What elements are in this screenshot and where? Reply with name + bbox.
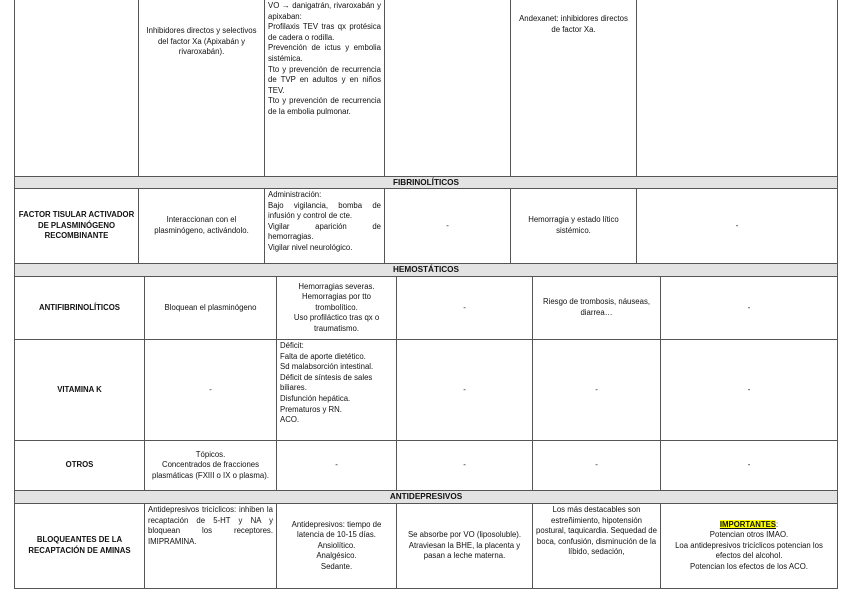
use-line: Hemorragias por tto trombolítico.	[302, 292, 371, 312]
important-label: IMPORTANTES	[719, 519, 776, 529]
adverse-text: Hemorragia y estado lítico sistémico.	[528, 215, 619, 235]
use-line: Vigilar nivel neurológico.	[268, 242, 353, 252]
cell-empty	[15, 0, 139, 176]
cell-uses	[277, 441, 397, 490]
cell-adverse-effects	[533, 504, 661, 588]
cell-uses	[277, 340, 397, 440]
drug-name: BLOQUEANTES DE LA RECAPTACIÓN DE AMINAS	[28, 535, 131, 555]
notes-text: -	[735, 220, 739, 230]
cell-empty	[637, 0, 837, 176]
section-header-fibrinoliticos	[15, 176, 837, 188]
mechanism-text: -	[209, 384, 212, 394]
cell-notes	[637, 189, 837, 263]
use-line: Administración:	[268, 190, 322, 199]
use-line: Profilaxis TEV tras qx protésica de cadera o rodilla.	[268, 22, 381, 42]
use-line: Prevención de ictus y embolia sistémica.	[268, 43, 381, 63]
notes-line: Potencian los efectos de los ACO.	[690, 561, 808, 571]
notes-highlight: IMPORTANTES:	[719, 519, 779, 529]
use-line: Prematuros y RN.	[280, 404, 342, 414]
use-line: Déficit:	[280, 341, 304, 350]
use-text: -	[335, 460, 338, 470]
cell-pharmacokinetics	[385, 189, 511, 263]
table-row-antifibrinoliticos	[15, 276, 837, 339]
cell-notes	[661, 277, 837, 339]
pk-text: -	[463, 384, 466, 394]
section-title: HEMOSTÁTICOS	[393, 265, 459, 274]
section-header-antidepresivos	[15, 490, 837, 503]
drug-name: VITAMINA K	[57, 384, 102, 394]
cell-adverse-effects	[533, 441, 661, 490]
section-title: ANTIDEPRESIVOS	[389, 492, 463, 501]
notes-text: -	[747, 384, 751, 394]
use-line: Sedante.	[320, 561, 353, 571]
use-line: VO → danigatrán, rivaroxabán y apixaban:	[268, 1, 381, 21]
table-row-otros	[15, 440, 837, 490]
cell-uses	[277, 504, 397, 588]
mechanism-text: Inhibidores directos y selectivos del factor Xa (Apixabán y rivaroxabán).	[146, 26, 257, 57]
antidote-text: Andexanet: inhibidores directos de factor Xa.	[519, 14, 628, 34]
use-line: Antidepresivos: tiempo de latencia de 10-15 días.	[291, 519, 382, 540]
cell-pharmacokinetics	[397, 441, 533, 490]
cell-drug-name	[15, 504, 145, 588]
mechanism-line: Concentrados de fracciones plasmáticas (FXIII o IX o plasma).	[152, 460, 269, 480]
adverse-text: Los más destacables son estreñimiento, hipotensión postural, taquicardia. Sequedad de boca, confusión, disminución de la líbido, sedación,	[536, 505, 657, 557]
drug-name: OTROS	[65, 460, 94, 470]
notes-text: -	[747, 460, 751, 470]
pk-text: Se absorbe por VO (liposoluble). Atraviesan la BHE, la placenta y pasan a leche materna.	[407, 530, 522, 561]
use-line: Analgésico.	[316, 551, 357, 561]
mechanism-text: Interaccionan con el plasminógeno, activándolo.	[154, 215, 249, 235]
cell-mechanism	[139, 189, 265, 263]
use-line: Déficit de síntesis de sales biliares.	[280, 372, 373, 393]
use-line: Hemorragias severas.	[298, 281, 375, 291]
use-line: Tto y prevención de recurrencia de TVP en adultos y en niños TEV.	[268, 64, 381, 95]
table-row-factor-tisular	[15, 188, 837, 263]
cell-mechanism	[145, 441, 277, 490]
adverse-text: -	[595, 460, 598, 470]
use-line: Sd malabsorción intestinal.	[280, 362, 374, 372]
notes-text: -	[747, 302, 751, 312]
cell-empty	[385, 0, 511, 176]
pk-text: -	[463, 302, 466, 312]
table-row-vitamina-k	[15, 339, 837, 440]
cell-uses	[265, 0, 385, 176]
cell-adverse-effects	[533, 277, 661, 339]
section-header-hemostaticos	[15, 263, 837, 276]
cell-mechanism	[145, 277, 277, 339]
use-line: Ansiolítico.	[317, 540, 356, 550]
cell-mechanism	[145, 504, 277, 588]
cell-adverse-effects	[533, 340, 661, 440]
drug-name: ANTIFIBRINOLÍTICOS	[39, 302, 120, 312]
cell-antidote	[511, 0, 637, 176]
cell-uses	[265, 189, 385, 263]
pk-text: -	[446, 220, 449, 230]
cell-drug-name	[15, 340, 145, 440]
use-line: Disfunción hepática.	[280, 393, 351, 403]
cell-drug-name	[15, 189, 139, 263]
cell-mechanism	[139, 0, 265, 176]
cell-uses	[277, 277, 397, 339]
adverse-text: -	[595, 384, 598, 394]
cell-drug-name	[15, 277, 145, 339]
use-line: Uso profiláctico tras qx o traumatismo.	[293, 313, 380, 333]
cell-pharmacokinetics	[397, 340, 533, 440]
pk-text: -	[463, 460, 466, 470]
cell-pharmacokinetics	[397, 504, 533, 588]
adverse-text: Riesgo de trombosis, náuseas, diarrea…	[542, 297, 651, 317]
cell-mechanism	[145, 340, 277, 440]
notes-line: Loa antidepresivos tricíclicos potencian los efectos del alcohol.	[675, 540, 823, 561]
cell-pharmacokinetics	[397, 277, 533, 339]
cell-drug-name	[15, 441, 145, 490]
cell-notes	[661, 441, 837, 490]
use-line: Falta de aporte dietético.	[280, 351, 366, 361]
mechanism-line: Tópicos.	[195, 449, 226, 459]
mechanism-text: Bloquean el plasminógeno	[164, 302, 257, 312]
use-line: Bajo vigilancia, bomba de infusión y control de cte.	[268, 200, 381, 221]
cell-adverse-effects	[511, 189, 637, 263]
cell-notes	[661, 504, 837, 588]
mechanism-text: Antidepresivos tricíclicos: inhiben la recaptación de 5-HT y NA y bloquean los receptores. IMIPRAMINA.	[148, 505, 273, 546]
use-line: Tto y prevención de recurrencia de la embolia pulmonar.	[268, 96, 381, 116]
notes-line: Potencian otros IMAO.	[709, 530, 789, 540]
drug-name: FACTOR TISULAR ACTIVADOR DE PLASMINÓGENO RECOMBINANTE	[18, 210, 135, 241]
section-title: FIBRINOLÍTICOS	[393, 178, 459, 187]
cell-notes	[661, 340, 837, 440]
table-row-bloqueantes	[15, 503, 837, 588]
table-row-xa-inhibitors	[15, 0, 837, 176]
use-line: Vigilar aparición de hemorragias.	[268, 221, 381, 242]
use-line: ACO.	[280, 415, 300, 425]
drug-table	[14, 0, 838, 589]
